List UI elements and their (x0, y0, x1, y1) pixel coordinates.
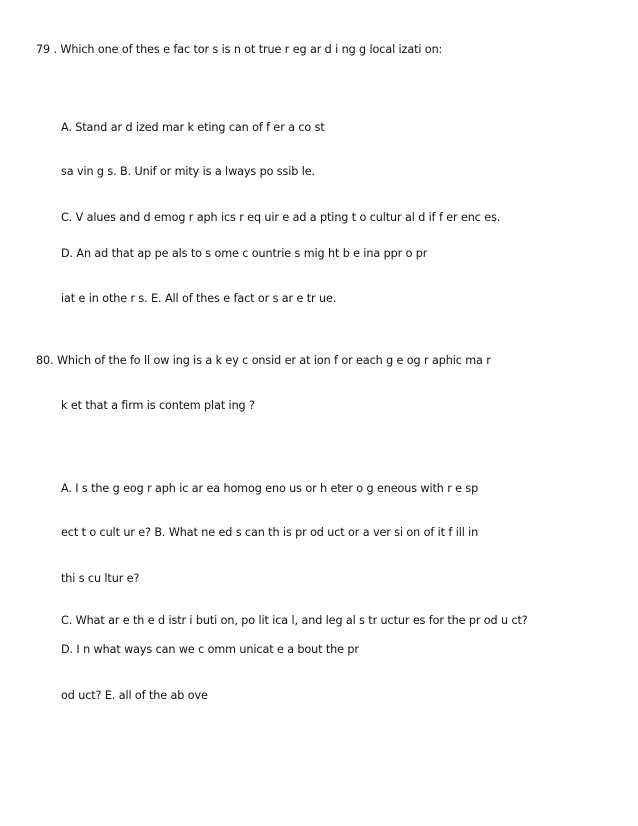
q79-option-line-4: D. An ad that ap pe als to s ome c ountrie s mig ht b e ina ppr o pr (61, 247, 428, 260)
q79-option-line-1: A. Stand ar d ized mar k eting can of f er a co st (61, 121, 325, 134)
q79-option-line-3: C. V alues and d emog r aph ics r eq uir e ad a pting t o cultur al d if f er enc es. (61, 211, 501, 224)
question-80-text-line-2: k et that a firm is contem plat ing ? (61, 399, 255, 412)
q80-option-line-2: ect t o cult ur e? B. What ne ed s can th is pr od uct or a ver si on of it f ill in (61, 526, 479, 539)
q80-option-line-6: od uct? E. all of the ab ove (61, 689, 208, 702)
question-79-text: 79 . Which one of thes e fac tor s is n ot true r eg ar d i ng g local izati on: (36, 43, 443, 56)
q80-option-line-5: D. I n what ways can we c omm unicat e a bout the pr (61, 643, 359, 656)
q80-option-line-4: C. What ar e th e d istr i buti on, po lit ica l, and leg al s tr uctur es for the pr od u ct? (61, 614, 528, 627)
q79-option-line-5: iat e in othe r s. E. All of thes e fact or s ar e tr ue. (61, 292, 337, 305)
q79-option-line-2: sa vin g s. B. Unif or mity is a lways po ssib le. (61, 165, 315, 178)
question-80-text-line-1: 80. Which of the fo ll ow ing is a k ey c onsid er at ion f or each g e og r aphic ma r (36, 354, 491, 367)
q80-option-line-1: A. I s the g eog r aph ic ar ea homog eno us or h eter o g eneous with r e sp (61, 482, 479, 495)
q80-option-line-3: thi s cu ltur e? (61, 572, 140, 585)
